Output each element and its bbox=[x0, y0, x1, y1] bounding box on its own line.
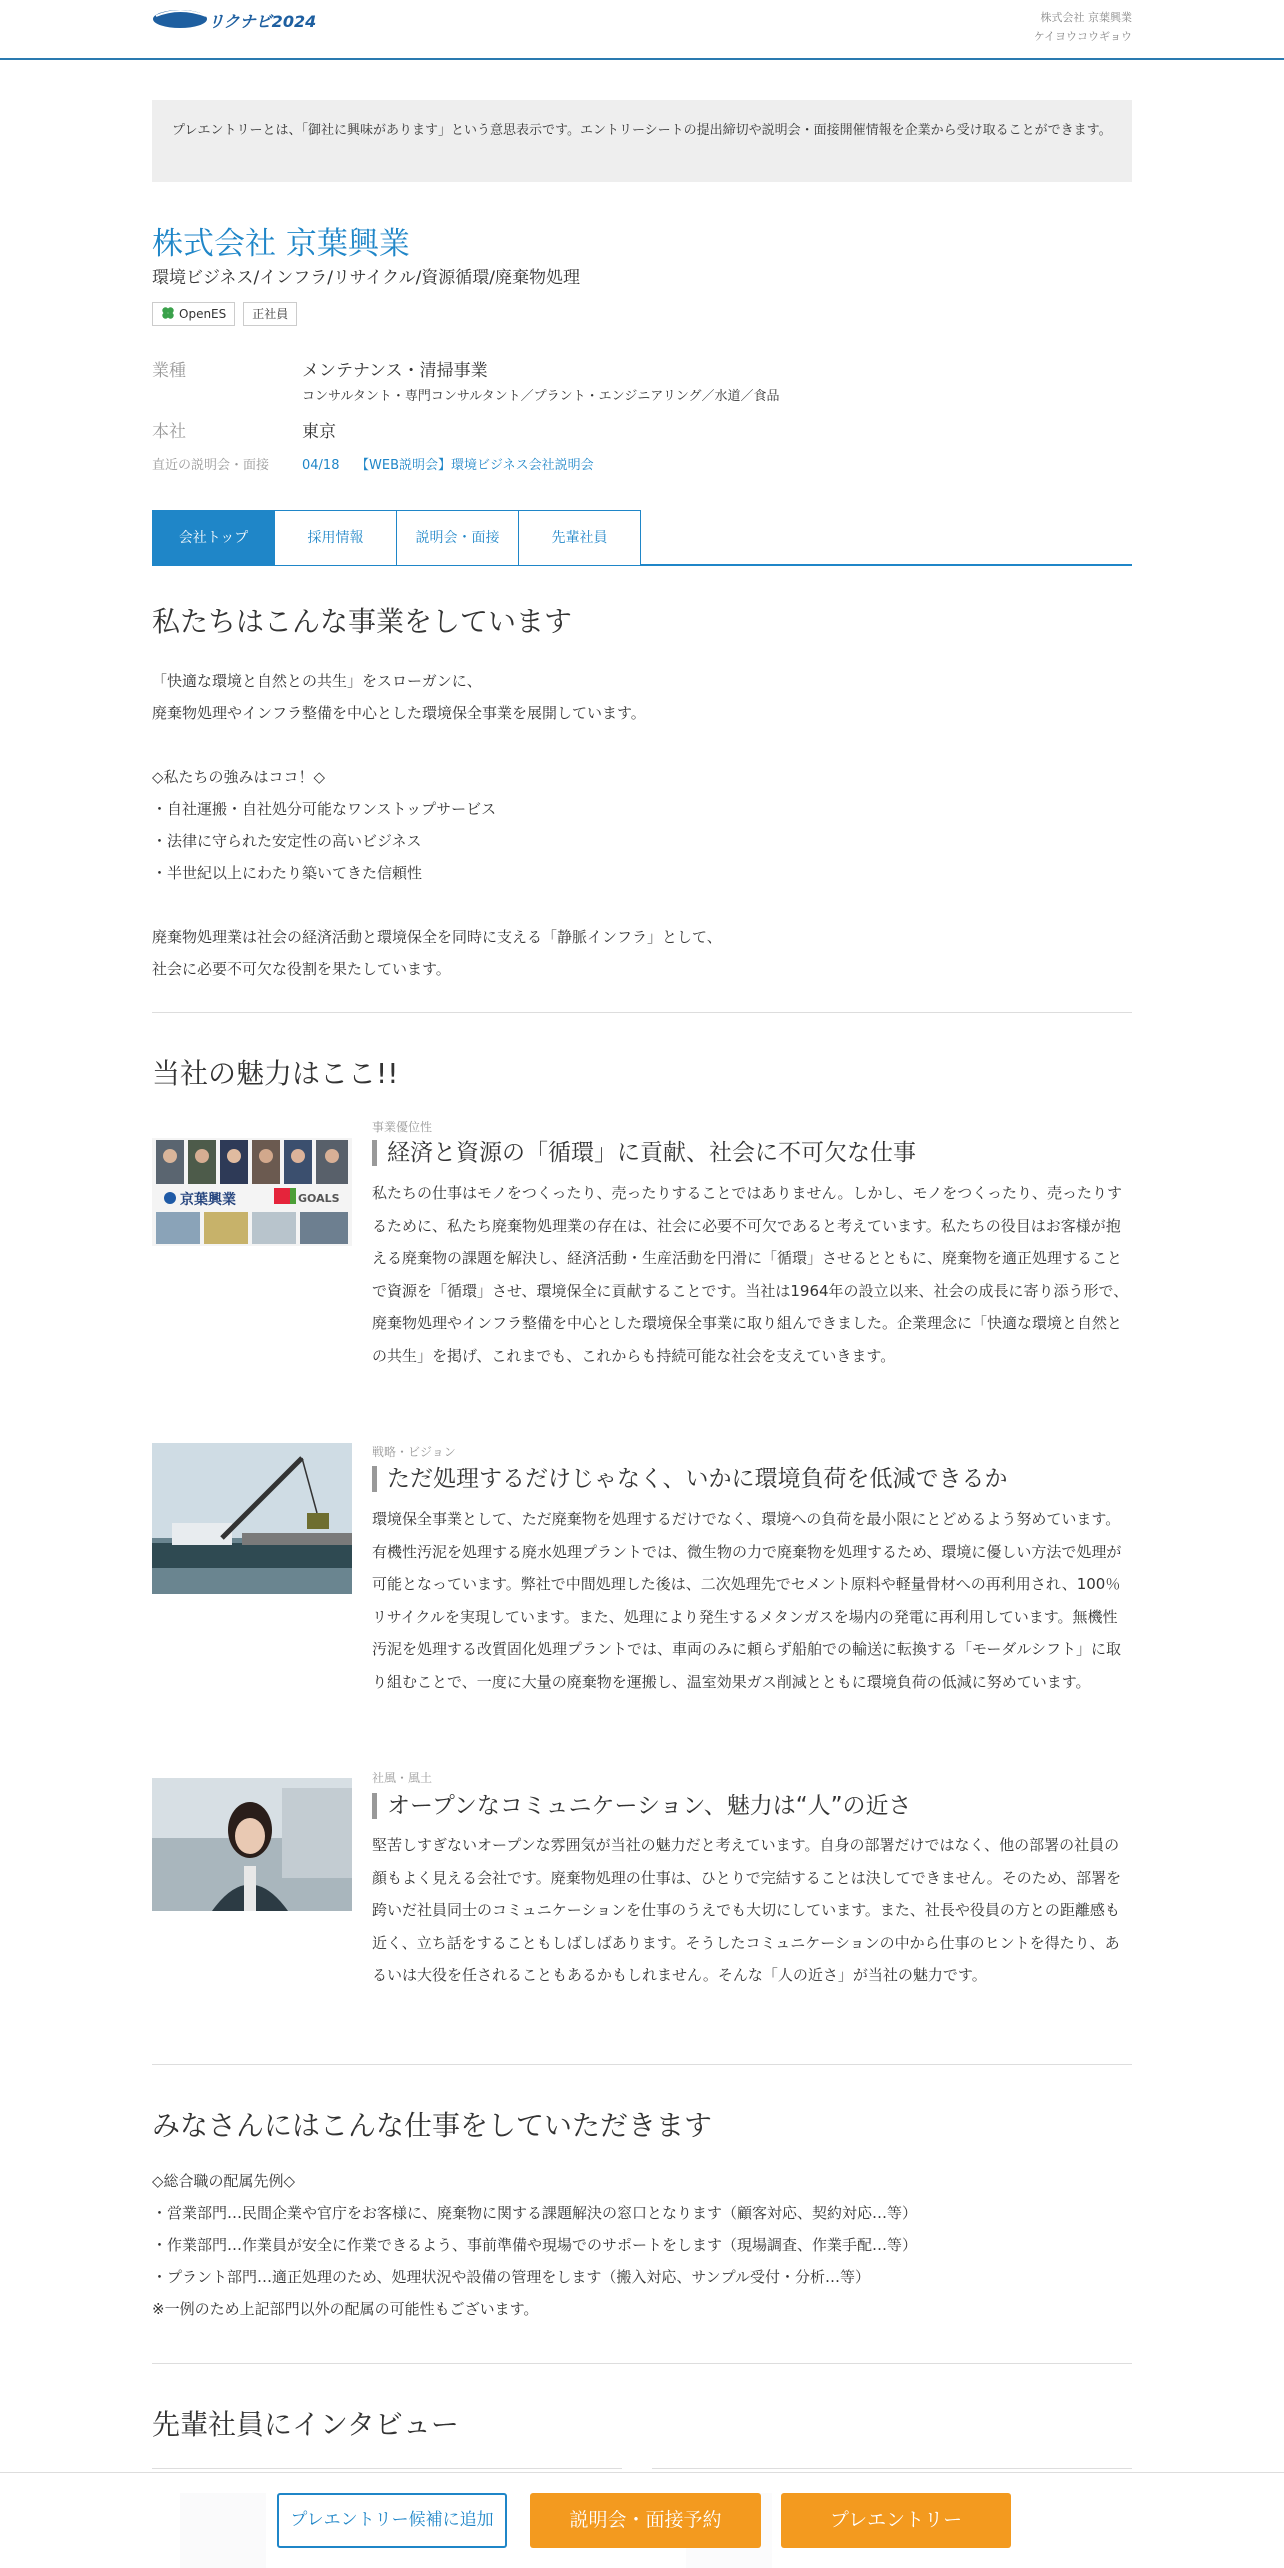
divider bbox=[152, 1012, 1132, 1013]
work-heading: みなさんにはこんな仕事をしていただきます bbox=[152, 2109, 713, 2142]
pre-entry-button[interactable]: プレエントリー bbox=[781, 2493, 1011, 2548]
pre-entry-notice: プレエントリーとは、「御社に興味があります」という意思表示です。エントリーシートの提出締切や説明会・面接開催情報を企業から受け取ることができます。 bbox=[152, 100, 1132, 182]
bottom-action-bar bbox=[0, 2472, 1284, 2568]
divider bbox=[152, 2064, 1132, 2065]
tab-senior-staff[interactable]: 先輩社員 bbox=[518, 510, 641, 565]
header-company-kana: ケイヨウコウギョウ bbox=[1033, 30, 1132, 43]
seishain-badge: 正社員 bbox=[243, 302, 297, 326]
interview-heading: 先輩社員にインタビュー bbox=[152, 2408, 459, 2441]
seminar-title: 【WEB説明会】環境ビジネス会社説明会 bbox=[356, 458, 594, 473]
logo-text: リクナビ2024 bbox=[208, 12, 317, 31]
header-company bbox=[1034, 8, 1132, 46]
tab-bar bbox=[152, 510, 1132, 566]
seminar-label: 直近の説明会・面接 bbox=[152, 458, 270, 473]
point-1-category: 事業優位性 bbox=[372, 1120, 433, 1134]
tab-seminar[interactable]: 説明会・面接 bbox=[396, 510, 519, 565]
point-1-image-goals: GOALS bbox=[298, 1192, 340, 1205]
point-1-body: 私たちの仕事はモノをつくったり、売ったりすることではありません。しかし、モノをつくったり、売ったりするために、私たち廃棄物処理業の存在は、社会に必要不可欠であると考えています。私たちの役目はお客様が抱える廃棄物の課題を解決し、経済活動・生産活動を円滑に「循環」させるとともに、廃棄物を適正処理することで資源を「循環」させ、環境保全に貢献することです。当社は1964年の設立以来、社会の成長に寄り添う形で、廃棄物処理やインフラ整備を中心とした環境保全事業に取り組んできました。企業理念に「快適な環境と自然との共生」を掲げ、これまでも、これからも持続可能な社会を支えていきます。 bbox=[372, 1184, 1129, 1365]
header-company-name: 株式会社 京葉興業 bbox=[1040, 11, 1132, 24]
hq-value: 東京 bbox=[302, 422, 336, 442]
work-text: ◇総合職の配属先例◇ ・営業部門…民間企業や官庁をお客様に、廃棄物に関する課題解決の窓口となります（顧客対応、契約対応…等） ・作業部門…作業員が安全に作業できるよう、事前準備や現場でのサポートをします（現場調査、作業手配…等） ・プラント部門…適正処理のため、処理状況や設備の管理をします（搬入対応、サンプル受付・分析…等） ※一例のため上記部門以外の配属の可能性もございます。 bbox=[152, 2172, 918, 2318]
point-2-body: 環境保全事業として、ただ廃棄物を処理するだけでなく、環境への負荷を最小限にとどめるよう努めています。有機性汚泥を処理する廃水処理プラントでは、微生物の力で廃棄物を処理するため、環境に優しい方法で処理が可能となっています。弊社で中間処理した後は、二次処理先でセメント原料や軽量骨材への再利用され、100％リサイクルを実現しています。また、処理により発生するメタンガスを場内の発電に再利用しています。無機性汚泥を処理する改質固化処理プラントでは、車両のみに頼らず船舶での輸送に転換する「モーダルシフト」に取り組むことで、一度に大量の廃棄物を運搬し、温室効果ガス削減とともに環境負荷の低減に努めています。 bbox=[372, 1510, 1122, 1691]
business-text: 「快適な環境と自然との共生」をスローガンに、 廃棄物処理やインフラ整備を中心とした環境保全事業を展開しています。 ◇私たちの強みはココ！◇ ・自社運搬・自社処分可能なワンストップサービス ・法律に守られた安定性の高いビジネス ・半世紀以上にわたり築いてきた信頼性 廃棄物処理業は社会の経済活動と環境保全を同時に支える「静脈インフラ」として、 社会に必要不可欠な役割を果たしています。 bbox=[152, 672, 722, 978]
tab-company-top[interactable]: 会社トップ bbox=[152, 510, 275, 565]
business-heading: 私たちはこんな事業をしています bbox=[152, 605, 573, 638]
tab-recruit-info[interactable]: 採用情報 bbox=[274, 510, 397, 565]
appeal-heading: 当社の魅力はここ!! bbox=[152, 1057, 399, 1090]
add-candidate-button[interactable]: プレエントリー候補に追加 bbox=[277, 2493, 507, 2548]
point-2-title: ただ処理するだけじゃなく、いかに環境負荷を低減できるか bbox=[372, 1466, 1008, 1492]
industry-label: 業種 bbox=[152, 361, 186, 381]
seminar-link[interactable] bbox=[302, 454, 594, 473]
reserve-seminar-button[interactable]: 説明会・面接予約 bbox=[530, 2493, 761, 2548]
badge-list bbox=[152, 302, 1132, 326]
point-2-image bbox=[152, 1443, 352, 1594]
point-3-body: 堅苦しすぎないオープンな雰囲気が当社の魅力だと考えています。自身の部署だけではなく、他の部署の社員の顔もよく見える会社です。廃棄物処理の仕事は、ひとりで完結することは決してできません。そのため、部署を跨いだ社員同士のコミュニケーションを仕事のうえでも大切にしています。また、社長や役員の方との距離感も近く、立ち話をすることもしばしばあります。そうしたコミュニケーションの中から仕事のヒントを得たり、あるいは大役を任されることもあるかもしれません。そんな「人の近さ」が当社の魅力です。 bbox=[372, 1836, 1122, 1984]
divider bbox=[152, 2363, 1132, 2364]
point-3-image bbox=[152, 1778, 352, 1911]
hq-label: 本社 bbox=[152, 422, 186, 442]
company-name: 株式会社 京葉興業 bbox=[152, 226, 410, 262]
company-subtitle: 環境ビジネス/インフラ/リサイクル/資源循環/廃棄物処理 bbox=[152, 268, 581, 288]
clover-icon bbox=[161, 306, 175, 320]
point-3-title: オープンなコミュニケーション、魅力は“人”の近さ bbox=[372, 1793, 912, 1819]
site-header bbox=[0, 0, 1284, 60]
point-1-image-label: 京葉興業 bbox=[180, 1192, 236, 1208]
point-3-category: 社風・風土 bbox=[372, 1771, 433, 1785]
seminar-date: 04/18 bbox=[302, 458, 340, 473]
point-2-category: 戦略・ビジョン bbox=[372, 1445, 456, 1459]
openes-badge: OpenES bbox=[152, 302, 235, 326]
industry-value: メンテナンス・清掃事業 bbox=[302, 361, 488, 381]
point-1-image bbox=[152, 1138, 352, 1246]
industry-sub: コンサルタント・専門コンサルタント／プラント・エンジニアリング／水道／食品 bbox=[302, 389, 780, 404]
point-1-title: 経済と資源の「循環」に貢献、社会に不可欠な仕事 bbox=[372, 1140, 916, 1166]
